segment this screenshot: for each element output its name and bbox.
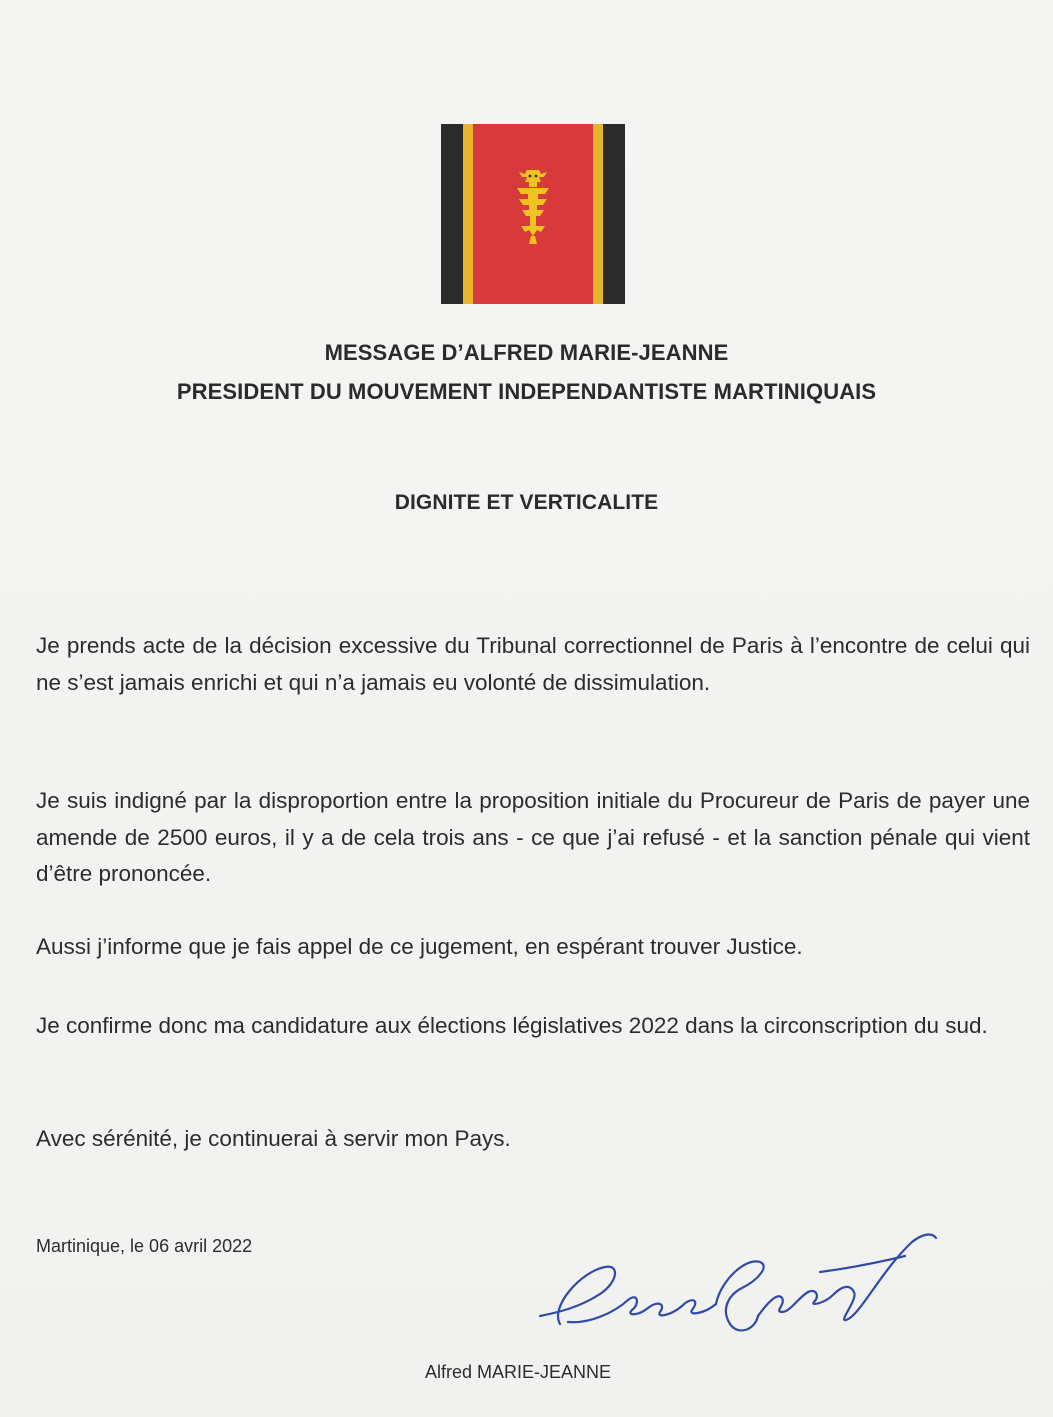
flag-stripe-black-right <box>603 124 625 304</box>
paragraph-5: Avec sérénité, je continuerai à servir mon Pays. <box>36 1126 511 1151</box>
handwritten-signature <box>520 1212 960 1352</box>
flag-logo <box>441 124 625 304</box>
paragraph-3: Aussi j’informe que je fais appel de ce jugement, en espérant trouver Justice. <box>36 934 803 959</box>
paragraph-4: Je confirme donc ma candidature aux élections législatives 2022 dans la circonscription du sud. <box>36 1013 988 1038</box>
emblem-icon <box>511 168 555 248</box>
flag-stripe-black-left <box>441 124 463 304</box>
flag-stripe-yellow-left <box>463 124 473 304</box>
header-line-2: PRESIDENT DU MOUVEMENT INDEPENDANTISTE MARTINIQUAIS <box>176 379 877 404</box>
signer-name: Alfred MARIE-JEANNE <box>425 1362 612 1382</box>
paragraph-1: Je prends acte de la décision excessive du Tribunal correctionnel de Paris à l’encontre de celui qui ne s’est jamais enrichi et qui n’a jamais eu volonté de dissimulation. <box>36 633 1030 695</box>
date-line: Martinique, le 06 avril 2022 <box>36 1236 253 1256</box>
document-title: DIGNITE ET VERTICALITE <box>394 491 659 514</box>
paragraph-2: Je suis indigné par la disproportion entre la proposition initiale du Procureur de Paris de payer une amende de 2500 euros, il y a de cela trois ans - ce que j’ai refusé - et la sanction pénale qui vient d’être prononcée. <box>36 788 1030 886</box>
flag-stripe-red <box>473 124 593 304</box>
header-line-1: MESSAGE D’ALFRED MARIE-JEANNE <box>324 340 729 365</box>
flag-stripe-yellow-right <box>593 124 603 304</box>
